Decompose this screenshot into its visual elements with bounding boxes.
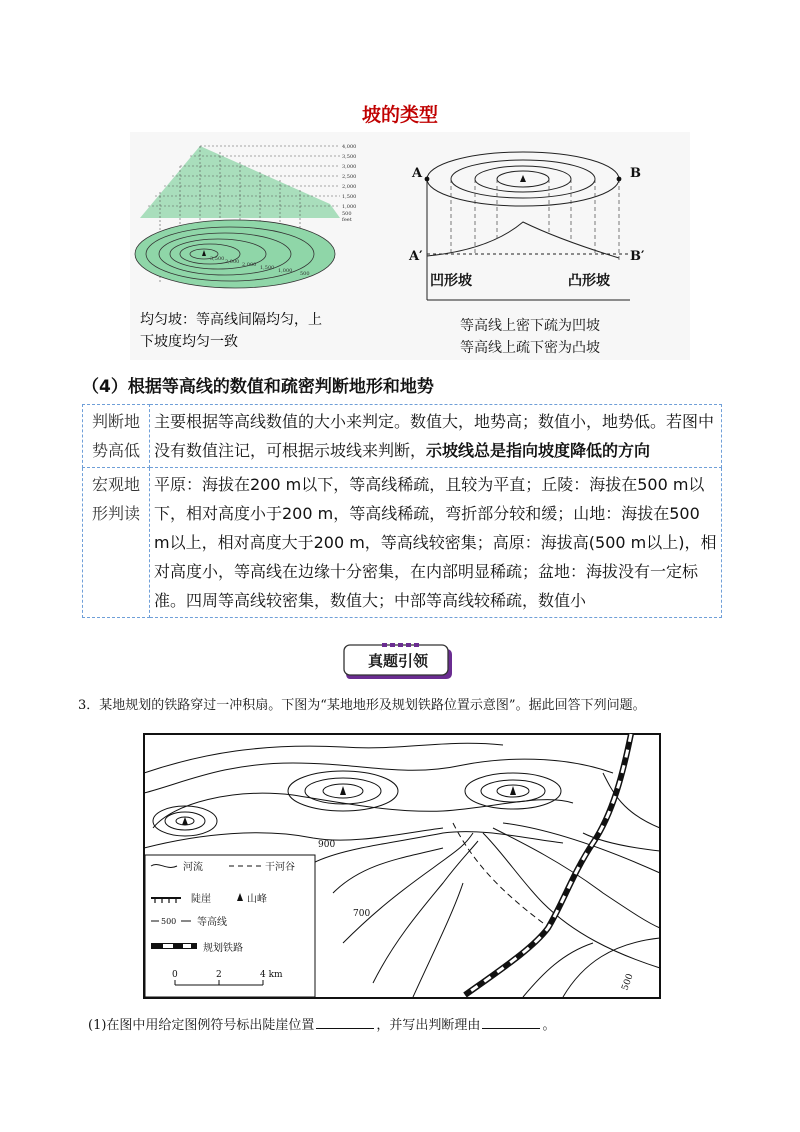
- point-a-label: A: [412, 166, 423, 181]
- map-contour-label: 1,000: [278, 268, 293, 274]
- point-a-prime-label: A′: [409, 249, 423, 264]
- point-b-prime-label: B′: [630, 249, 645, 264]
- concave-rule: 等高线上密下疏为凹坡: [460, 318, 600, 334]
- profile-tick-label: 3,500: [342, 154, 357, 160]
- point-b-label: B: [630, 166, 641, 181]
- contour-label-700: 700: [353, 909, 371, 919]
- row-content: [150, 468, 722, 618]
- uniform-caption-line2: 下坡度均匀一致: [140, 334, 238, 350]
- map-contour-label: 2,000: [242, 262, 257, 268]
- concave-slope-label: 凹形坡: [430, 273, 472, 289]
- subquestion-end: 。: [542, 1018, 556, 1033]
- slope-types-title: 坡的类型: [361, 104, 438, 126]
- convex-rule: 等高线上疏下密为凸坡: [460, 340, 600, 356]
- answer-blank[interactable]: [316, 1016, 374, 1029]
- contour-label-500: 500: [620, 972, 636, 993]
- question-text: 3．某地规划的铁路穿过一冲积扇。下图为“某地地形及规划铁路位置示意图”。据此回答下列问题。: [78, 698, 646, 713]
- row-text: 平原：海拔在200 m以下，等高线稀疏，且较为平直；丘陵：海拔在500 m以下，相对高度小于200 m，等高线稀疏，弯折部分较和缓；山地：海拔在500 m以上，相对高度大于200 m，等高线较密集；高原：海拔高(500 m以上)，相对高度小，等高线在边缘十分密集，在内部明显稀疏；盆地：海拔没有一定标准。四周等高线较密集，数值大；中部等高线较稀疏，数值小: [154, 475, 717, 610]
- profile-tick-label: 2,500: [342, 174, 357, 180]
- map-contour-label: 1,500: [260, 265, 275, 271]
- table-row: [83, 468, 722, 618]
- map-legend: [145, 855, 315, 997]
- uniform-caption-line1: 均匀坡：等高线间隔均匀，上: [140, 312, 322, 328]
- row-header: 判断地势高低: [83, 405, 150, 468]
- section-heading: （4）根据等高线的数值和疏密判断地形和地势: [82, 377, 434, 397]
- contour-label-900: 900: [318, 840, 336, 850]
- legend-railway: 规划铁路: [203, 943, 243, 954]
- row-text: 主要根据等高线数值的大小来判定。数值大，地势高；数值小，地势低。若图中没有数值注记，可根据示坡线来判断，: [154, 412, 715, 460]
- profile-tick-label: 500: [342, 211, 352, 217]
- badge-label: 真题引领: [367, 652, 428, 670]
- legend-contour-sample: 500: [161, 917, 177, 926]
- terrain-railway-map: [143, 733, 661, 999]
- convex-slope-label: 凸形坡: [568, 273, 610, 289]
- profile-tick-label: 1,500: [342, 194, 357, 200]
- profile-tick-label: 3,000: [342, 164, 357, 170]
- profile-tick-label: 4,000: [342, 144, 357, 150]
- legend-contour: 等高线: [197, 917, 227, 928]
- scale-label: 4 km: [260, 970, 283, 980]
- row-header: 宏观地形判读: [83, 468, 150, 618]
- subquestion-text-a: (1)在图中用给定图例符号标出陡崖位置: [88, 1018, 315, 1033]
- scale-label: 0: [172, 970, 178, 980]
- answer-blank[interactable]: [482, 1016, 540, 1029]
- legend-cliff: 陡崖: [191, 894, 211, 905]
- profile-tick-label: 1,000: [342, 204, 357, 210]
- row-content: [150, 405, 722, 468]
- subquestion: [88, 1014, 555, 1033]
- profile-tick-label: 2,000: [342, 184, 357, 190]
- terrain-judgment-table: [82, 404, 722, 618]
- profile-tick-label: feet: [342, 217, 352, 223]
- map-contour-label: 3,500: [210, 256, 225, 262]
- map-contour-label: 500: [300, 271, 310, 277]
- subquestion-text-b: ，并写出判断理由: [376, 1018, 481, 1033]
- row-emphasis: 示坡线总是指向坡度降低的方向: [426, 441, 651, 460]
- legend-dry-valley: 干河谷: [265, 862, 295, 873]
- table-row: [83, 405, 722, 468]
- slope-figures-panel: [130, 132, 690, 360]
- legend-peak: 山峰: [247, 894, 267, 905]
- scale-label: 2: [216, 970, 222, 980]
- legend-river: 河流: [183, 862, 203, 873]
- uniform-slope-figure: [130, 132, 690, 360]
- map-contour-label: 3,000: [225, 259, 240, 265]
